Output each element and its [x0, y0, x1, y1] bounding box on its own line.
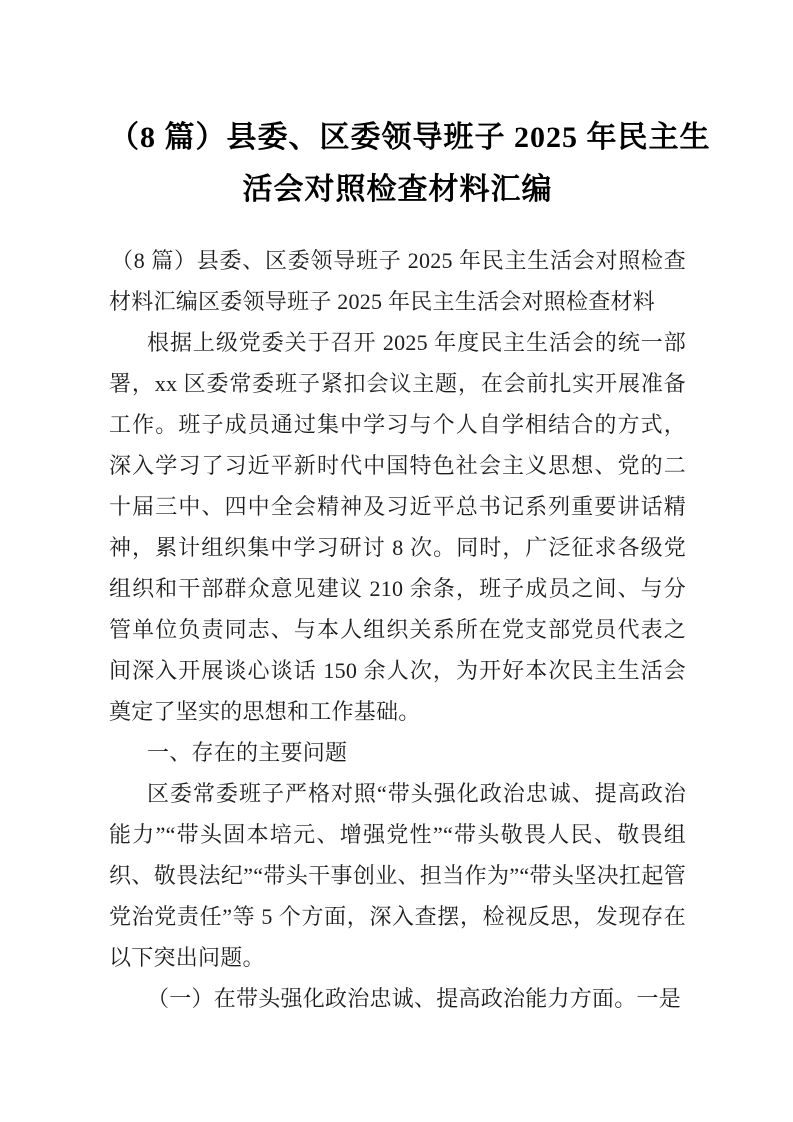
- document-body: [109, 240, 686, 1019]
- paragraph-preparation-overview: 根据上级党委关于召开 2025 年度民主生活会的统一部署，xx 区委常委班子紧扣会议主题，在会前扎实开展准备工作。班子成员通过集中学习与个人自学相结合的方式，深入学习了习近平新时代中国特色社会主义思想、党的二十届三中、四中全会精神及习近平总书记系列重要讲话精神，累计组织集中学习研讨 8 次。同时，广泛征求各级党组织和干部群众意见建议 210 余条，班子成员之间、与分管单位负责同志、与本人组织关系所在党支部党员代表之间深入开展谈心谈话 150 余人次，为开好本次民主生活会奠定了坚实的思想和工作基础。: [109, 330, 686, 724]
- document-title: [109, 112, 711, 216]
- document-title-line-2: 活会对照检查材料汇编: [242, 173, 553, 206]
- paragraph-summary-heading: （8 篇）县委、区委领导班子 2025 年民主生活会对照检查材料汇编区委领导班子 2025 年民主生活会对照检查材料: [109, 248, 686, 314]
- document-title-line-1: （8 篇）县委、区委领导班子 2025 年民主生: [109, 121, 711, 154]
- paragraph-section-heading-main-problems: 一、存在的主要问题: [147, 740, 348, 765]
- paragraph-subsection-political-loyalty: （一）在带头强化政治忠诚、提高政治能力方面。一是: [147, 986, 682, 1011]
- paragraph-five-aspects: 区委常委班子严格对照“带头强化政治忠诚、提高政治能力”“带头固本培元、增强党性”“带头敬畏人民、敬畏组织、敬畏法纪”“带头干事创业、担当作为”“带头坚决扛起管党治党责任”等 5 个方面，深入查摆，检视反思，发现存在以下突出问题。: [109, 781, 686, 970]
